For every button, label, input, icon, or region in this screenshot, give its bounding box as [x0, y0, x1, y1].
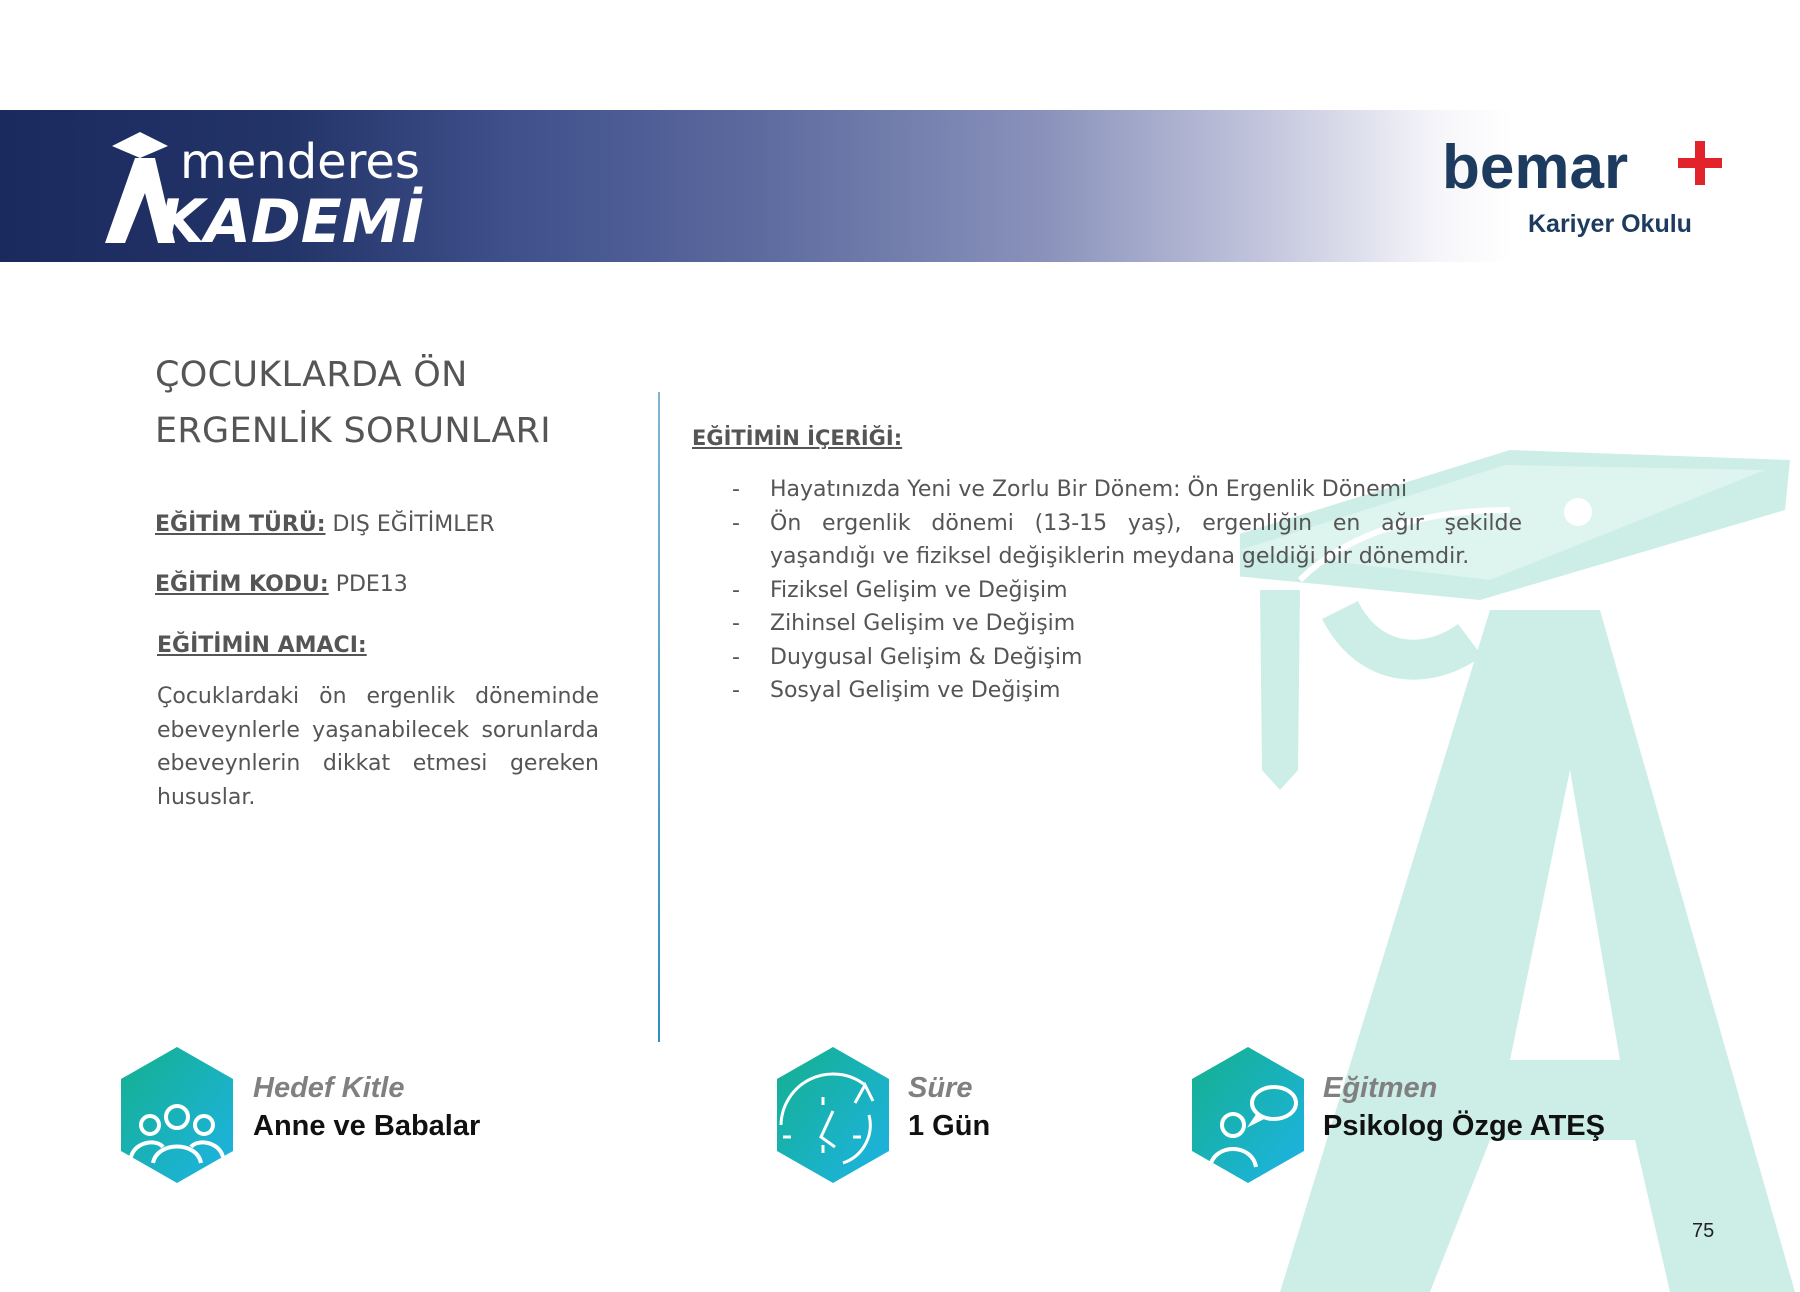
bullet-dash: - — [732, 644, 740, 670]
menderes-akademi-logo — [100, 118, 450, 258]
course-title-line-1: ÇOCUKLARDA ÖN — [155, 355, 468, 395]
list-item-text: Fiziksel Gelişim ve Değişim — [770, 577, 1068, 603]
audience-value: Anne ve Babalar — [253, 1110, 481, 1142]
duration-value: 1 Gün — [908, 1110, 991, 1142]
list-item — [692, 674, 1522, 708]
svg-text:menderes: menderes — [180, 134, 420, 190]
purpose-text: Çocuklardaki ön ergenlik döneminde ebeveynlerle yaşanabilecek sorunlarda ebeveynlerin dikkat etmesi gereken hususlar. — [157, 684, 599, 810]
course-title-line-2: ERGENLİK SORUNLARI — [155, 411, 551, 451]
trainer-label: Eğitmen — [1323, 1072, 1438, 1104]
bullet-dash: - — [732, 611, 740, 636]
list-item-text: Ön ergenlik dönemi (13-15 yaş), ergenliğin en ağır şekilde yaşandığı ve fiziksel değişiklerin meydana geldiği bir dönemdir. — [770, 510, 1522, 569]
training-code-value: PDE13 — [335, 572, 408, 597]
audience-label: Hedef Kitle — [253, 1072, 405, 1104]
training-type-key: EĞİTİM TÜRÜ: — [155, 512, 326, 537]
content-list — [692, 473, 1522, 708]
column-divider — [658, 392, 660, 1042]
bullet-dash: - — [732, 477, 740, 502]
list-item-text: Zihinsel Gelişim ve Değişim — [770, 611, 1076, 636]
speech-person-icon — [1188, 1045, 1308, 1185]
people-group-icon — [117, 1045, 237, 1185]
list-item — [692, 574, 1522, 608]
page-number: 75 — [1692, 1220, 1715, 1242]
training-type — [155, 512, 495, 537]
clock-icon — [773, 1045, 893, 1185]
list-item-text: Duygusal Gelişim & Değişim — [770, 644, 1083, 670]
duration-label: Süre — [908, 1072, 973, 1104]
list-item — [692, 607, 1522, 641]
list-item-text: Sosyal Gelişim ve Değişim — [770, 678, 1061, 703]
svg-text:KADEMİ: KADEMİ — [158, 187, 424, 257]
training-code-key: EĞİTİM KODU: — [155, 572, 329, 597]
svg-text:Kariyer Okulu: Kariyer Okulu — [1528, 210, 1692, 238]
training-code — [155, 572, 408, 597]
list-item-text: Hayatınızda Yeni ve Zorlu Bir Dönem: Ön Ergenlik Dönemi — [770, 477, 1408, 502]
bullet-dash: - — [732, 678, 740, 703]
svg-text:bemar: bemar — [1442, 133, 1629, 202]
bullet-dash: - — [732, 510, 740, 536]
bemar-kariyer-okulu-logo — [1440, 130, 1740, 250]
purpose-heading: EĞİTİMİN AMACI: — [157, 633, 367, 658]
list-item — [692, 641, 1522, 675]
content-heading: EĞİTİMİN İÇERİĞİ: — [692, 426, 903, 450]
bullet-dash: - — [732, 577, 740, 603]
training-type-value: DIŞ EĞİTİMLER — [332, 512, 495, 537]
trainer-value: Psikolog Özge ATEŞ — [1323, 1110, 1605, 1142]
list-item — [692, 473, 1522, 507]
list-item — [692, 507, 1522, 574]
